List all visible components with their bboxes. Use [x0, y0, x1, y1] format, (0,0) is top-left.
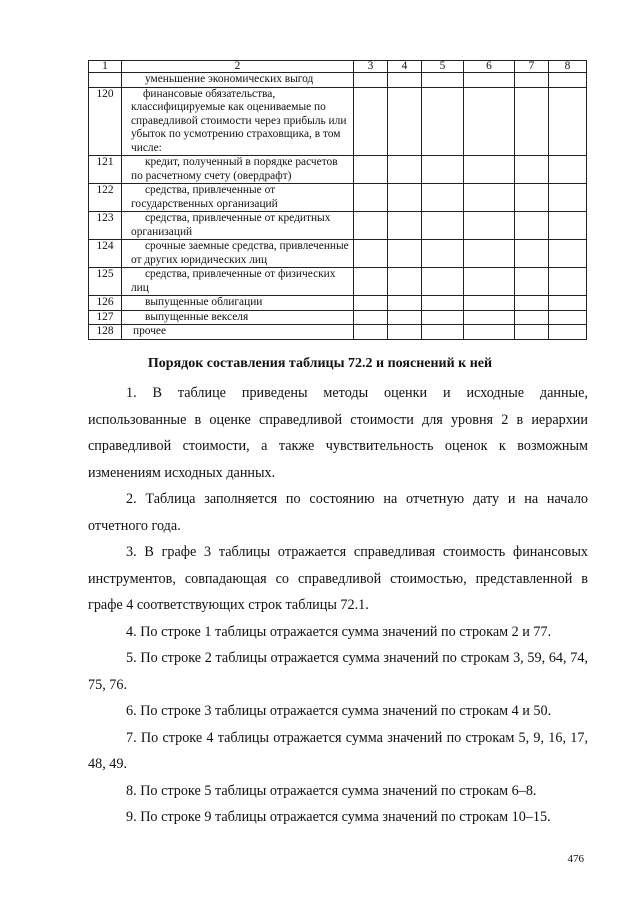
value-cell	[515, 296, 549, 311]
table-row	[89, 240, 587, 268]
value-cell	[515, 268, 549, 296]
row-number: 127	[89, 310, 122, 325]
explanatory-text	[88, 380, 588, 831]
value-cell	[549, 87, 587, 156]
value-cell	[354, 212, 388, 240]
value-cell	[549, 310, 587, 325]
value-cell	[422, 240, 464, 268]
value-cell	[354, 184, 388, 212]
value-cell	[354, 268, 388, 296]
paragraph: 5. По строке 2 таблицы отражается сумма значений по строкам 3, 59, 64, 74, 75, 76.	[88, 650, 588, 693]
value-cell	[515, 240, 549, 268]
value-cell	[464, 73, 515, 88]
value-cell	[464, 310, 515, 325]
table-row	[89, 212, 587, 240]
row-number	[89, 73, 122, 88]
paragraph: 9. По строке 9 таблицы отражается сумма значений по строкам 10–15.	[126, 809, 551, 825]
value-cell	[422, 212, 464, 240]
column-header: 8	[549, 61, 587, 73]
form-table	[88, 60, 587, 340]
column-header: 3	[354, 61, 388, 73]
row-description: средства, привлеченные от кредитных организаций	[122, 212, 354, 240]
value-cell	[549, 156, 587, 184]
value-cell	[464, 240, 515, 268]
row-description: средства, привлеченные от физических лиц	[122, 268, 354, 296]
column-header: 6	[464, 61, 515, 73]
section-heading: Порядок составления таблицы 72.2 и пояснений к ней	[147, 356, 493, 371]
value-cell	[549, 268, 587, 296]
paragraph: 4. По строке 1 таблицы отражается сумма значений по строкам 2 и 77.	[126, 623, 552, 640]
value-cell	[388, 296, 422, 311]
row-number: 126	[89, 296, 122, 311]
value-cell	[464, 212, 515, 240]
value-cell	[422, 296, 464, 311]
value-cell	[515, 73, 549, 88]
value-cell	[549, 212, 587, 240]
paragraph: 2. Таблица заполняется по состоянию на отчетную дату и на начало отчетного года.	[88, 491, 588, 534]
value-cell	[354, 87, 388, 156]
value-cell	[388, 240, 422, 268]
value-cell	[464, 156, 515, 184]
value-cell	[549, 240, 587, 268]
value-cell	[354, 156, 388, 184]
column-header: 1	[89, 61, 122, 73]
row-number: 122	[89, 184, 122, 212]
table-header-row	[89, 61, 587, 73]
value-cell	[422, 268, 464, 296]
paragraph: 3. В графе 3 таблицы отражается справедливая стоимость финансовых инструментов, совпадающая со справедливой стоимостью, представленной в графе 4 соответствующих строк таблицы 72.1.	[88, 544, 588, 613]
value-cell	[388, 310, 422, 325]
row-description: уменьшение экономических выгод	[122, 73, 354, 88]
value-cell	[515, 212, 549, 240]
value-cell	[388, 325, 422, 340]
row-description: выпущенные облигации	[122, 296, 354, 311]
value-cell	[354, 296, 388, 311]
value-cell	[464, 325, 515, 340]
value-cell	[515, 184, 549, 212]
value-cell	[422, 184, 464, 212]
table-row	[89, 184, 587, 212]
value-cell	[388, 73, 422, 88]
value-cell	[388, 87, 422, 156]
value-cell	[388, 156, 422, 184]
row-number: 125	[89, 268, 122, 296]
value-cell	[549, 73, 587, 88]
value-cell	[464, 184, 515, 212]
row-description: финансовые обязательства, классифицируемые как оцениваемые по справедливой стоимости через прибыль или убыток по усмотрению страховщика, в том числе:	[122, 87, 354, 156]
row-number: 121	[89, 156, 122, 184]
table-row	[89, 325, 587, 340]
value-cell	[354, 310, 388, 325]
value-cell	[464, 87, 515, 156]
row-description: выпущенные векселя	[122, 310, 354, 325]
row-number: 128	[89, 325, 122, 340]
paragraph: 1. В таблице приведены методы оценки и исходные данные, использованные в оценке справедливой стоимости для уровня 2 в иерархии справедливой стоимости, а также чувствительность оценок к возможным изменениям исходных данных.	[88, 385, 588, 481]
table-row	[89, 268, 587, 296]
table-row	[89, 296, 587, 311]
row-number: 124	[89, 240, 122, 268]
value-cell	[354, 325, 388, 340]
value-cell	[515, 156, 549, 184]
value-cell	[354, 73, 388, 88]
column-header: 2	[122, 61, 354, 73]
row-number: 123	[89, 212, 122, 240]
table-row	[89, 87, 587, 156]
value-cell	[388, 184, 422, 212]
table-row	[89, 73, 587, 88]
table-row	[89, 156, 587, 184]
value-cell	[515, 325, 549, 340]
value-cell	[422, 156, 464, 184]
value-cell	[388, 212, 422, 240]
value-cell	[464, 268, 515, 296]
value-cell	[422, 310, 464, 325]
table-body	[89, 73, 587, 340]
value-cell	[549, 325, 587, 340]
value-cell	[515, 310, 549, 325]
value-cell	[549, 184, 587, 212]
row-description: средства, привлеченные от государственных организаций	[122, 184, 354, 212]
column-header: 5	[422, 61, 464, 73]
table-row	[89, 310, 587, 325]
value-cell	[422, 87, 464, 156]
column-header: 7	[515, 61, 549, 73]
paragraph: 7. По строке 4 таблицы отражается сумма значений по строкам 5, 9, 16, 17, 48, 49.	[88, 729, 588, 772]
value-cell	[515, 87, 549, 156]
paragraph: 6. По строке 3 таблицы отражается сумма значений по строкам 4 и 50.	[126, 703, 552, 719]
value-cell	[354, 240, 388, 268]
row-description: кредит, полученный в порядке расчетов по расчетному счету (овердрафт)	[122, 156, 354, 184]
value-cell	[422, 325, 464, 340]
row-description: срочные заемные средства, привлеченные от других юридических лиц	[122, 240, 354, 268]
row-number: 120	[89, 87, 122, 156]
page-number: 476	[567, 853, 584, 865]
value-cell	[422, 73, 464, 88]
value-cell	[549, 296, 587, 311]
value-cell	[464, 296, 515, 311]
paragraph: 8. По строке 5 таблицы отражается сумма значений по строкам 6–8.	[126, 782, 537, 799]
column-header: 4	[388, 61, 422, 73]
value-cell	[388, 268, 422, 296]
row-description: прочее	[122, 325, 354, 340]
